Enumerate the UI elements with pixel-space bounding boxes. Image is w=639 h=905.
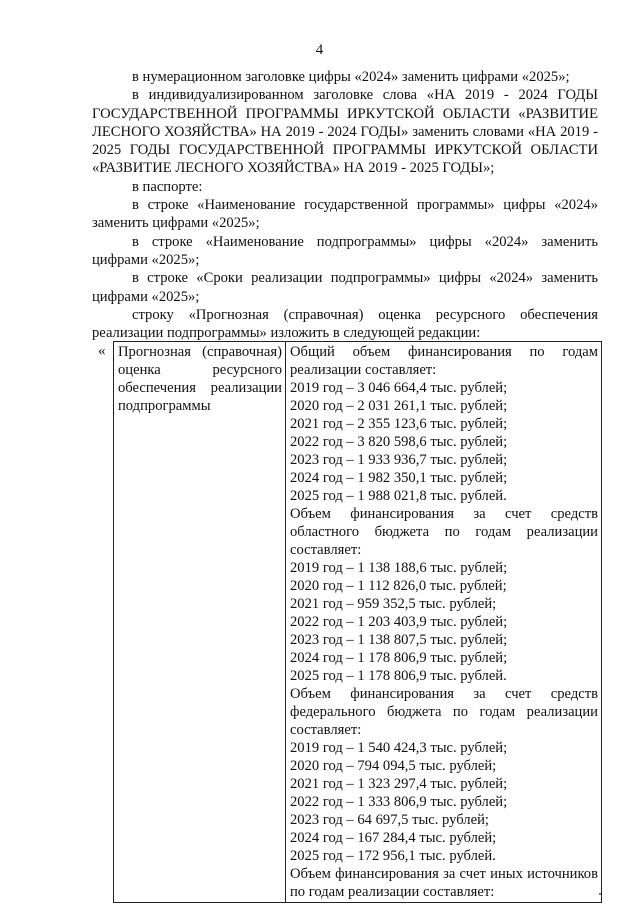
funding-year-line: 2024 год – 1 982 350,1 тыс. рублей; <box>290 470 508 486</box>
funding-year-line: 2021 год – 1 323 297,4 тыс. рублей; <box>290 776 508 792</box>
funding-heading: Объем финансирования за счет иных источников по годам реализации составляет: <box>290 866 598 900</box>
resource-table <box>113 341 602 903</box>
paragraph: строку «Прогнозная (справочная) оценка ресурсного обеспечения реализации подпрограммы» изложить в следующей редакции: <box>92 306 598 342</box>
funding-year-line: 2019 год – 1 138 188,6 тыс. рублей; <box>290 560 508 576</box>
paragraph: в строке «Наименование государственной программы» цифры «2024» заменить цифрами «2025»; <box>92 197 598 232</box>
paragraph: в паспорте: <box>132 178 203 195</box>
funding-year-line: 2020 год – 1 112 826,0 тыс. рублей; <box>290 578 507 594</box>
funding-year-line: 2019 год – 3 046 664,4 тыс. рублей; <box>290 380 508 396</box>
funding-year-line: 2019 год – 1 540 424,3 тыс. рублей; <box>290 740 508 756</box>
funding-year-line: 2022 год – 3 820 598,6 тыс. рублей; <box>290 434 508 450</box>
amendment-text <box>92 68 598 342</box>
funding-year-line: 2020 год – 2 031 261,1 тыс. рублей; <box>290 398 508 414</box>
paragraph: в строке «Наименование подпрограммы» цифры «2024» заменить цифрами «2025»; <box>92 233 598 268</box>
funding-year-line: 2022 год – 1 333 806,9 тыс. рублей; <box>290 794 508 810</box>
opening-quote: « <box>98 343 106 359</box>
paragraph: в нумерационном заголовке цифры «2024» заменить цифрами «2025»; <box>132 69 570 85</box>
paragraph: в строке «Сроки реализации подпрограммы» цифры «2024» заменить цифрами «2025»; <box>92 270 598 305</box>
funding-heading: Объем финансирования за счет средств областного бюджета по годам реализации составляет: <box>290 506 598 558</box>
funding-year-line: 2021 год – 959 352,5 тыс. рублей; <box>290 596 497 612</box>
funding-year-line: 2025 год – 1 178 806,9 тыс. рублей. <box>290 668 507 684</box>
funding-cell <box>286 342 602 903</box>
funding-year-line: 2024 год – 167 284,4 тыс. рублей; <box>290 830 497 846</box>
table-row <box>114 342 602 903</box>
funding-heading: Объем финансирования за счет средств федерального бюджета по годам реализации составляет: <box>290 686 598 738</box>
funding-year-line: 2022 год – 1 203 403,9 тыс. рублей; <box>290 614 508 630</box>
funding-heading: Общий объем финансирования по годам реализации составляет: <box>290 344 598 378</box>
funding-year-line: 2023 год – 64 697,5 тыс. рублей; <box>290 812 489 828</box>
row-label: Прогнозная (справочная) оценка ресурсного обеспечения реализации подпрограммы <box>118 344 282 414</box>
paragraph: в индивидуализированном заголовке слова «НА 2019 - 2024 ГОДЫ ГОСУДАРСТВЕННОЙ ПРОГРАММЫ ИРКУТСКОЙ ОБЛАСТИ «РАЗВИТИЕ ЛЕСНОГО ХОЗЯЙСТВА» НА 2019 - 2024 ГОДЫ» заменить словами «НА 2019 - 2025 ГОДЫ ГОСУДАРСТВЕННОЙ ПРОГРАММЫ ИРКУТСКОЙ ОБЛАСТИ «РАЗВИТИЕ ЛЕСНОГО ХОЗЯЙСТВА» НА 2019 - 2025 ГОДЫ»; <box>92 87 598 177</box>
scan-speck <box>599 893 601 895</box>
funding-year-line: 2023 год – 1 933 936,7 тыс. рублей; <box>290 452 508 468</box>
funding-year-line: 2023 год – 1 138 807,5 тыс. рублей; <box>290 632 508 648</box>
row-label-cell <box>114 342 286 903</box>
funding-year-line: 2021 год – 2 355 123,6 тыс. рублей; <box>290 416 508 432</box>
funding-year-line: 2020 год – 794 094,5 тыс. рублей; <box>290 758 497 774</box>
funding-year-line: 2024 год – 1 178 806,9 тыс. рублей; <box>290 650 508 666</box>
funding-year-line: 2025 год – 172 956,1 тыс. рублей. <box>290 848 496 864</box>
funding-year-line: 2025 год – 1 988 021,8 тыс. рублей. <box>290 488 507 504</box>
page-number: 4 <box>315 42 324 58</box>
